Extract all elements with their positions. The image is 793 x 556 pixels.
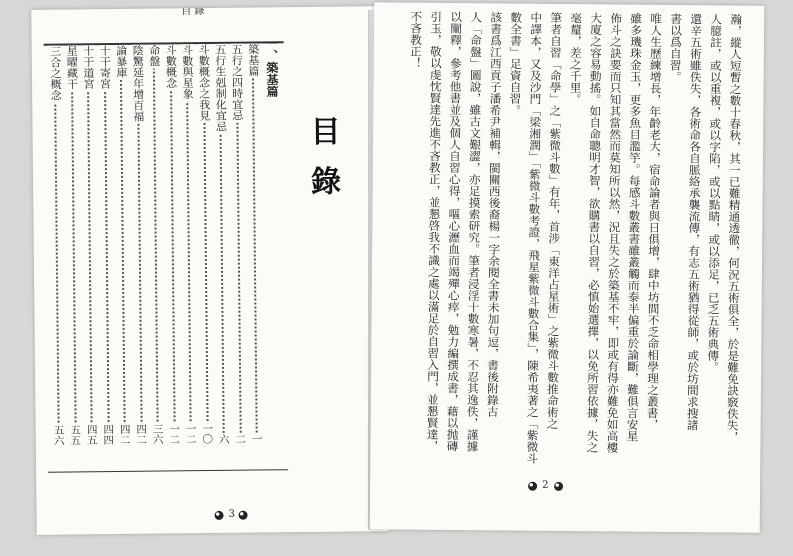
preface-column: 書以爲自習。 [668, 12, 684, 83]
toc-leader-dots [153, 45, 159, 445]
toc-entry-title: 星曜藏干 [65, 45, 79, 90]
left-header-fragment: 目 錄 [181, 6, 205, 18]
ornament-icon [239, 511, 248, 520]
toc-entry [147, 45, 165, 445]
toc-entry-title: 斗數與星象 [180, 44, 195, 100]
toc-entry-title: 十干寄宮 [98, 45, 112, 90]
toc-entry-title: 三合之概念 [48, 45, 63, 101]
preface-column: 引玉，敬以虔忱賢達先進不吝教正，並懇啓我不識之處以滿足於自習入門，並懇賢達， [425, 10, 444, 452]
preface-column: 雖多璣珠金玉，更多魚目濫竽。每感斗數叢書雖叢觸而泰半偏重於論斷，難俱言安星 [625, 12, 644, 442]
toc-entry-page: 五六 [52, 424, 65, 446]
toc-entry-page: 一二 [168, 423, 181, 445]
toc-leader-dots [103, 45, 109, 445]
toc-entry-page: 四五 [85, 424, 98, 446]
toc-entry-page: 五五 [69, 424, 82, 446]
preface-column: 人臆註，或以重複，或以字陷，或以點睛，或以添足，已乏五術典傳。 [706, 13, 724, 373]
toc-leader-dots [70, 45, 76, 445]
toc-entry-page: 四四 [102, 424, 115, 446]
toc-leader-dots [87, 45, 93, 445]
toc-entry-title: 築基篇 [246, 43, 260, 77]
left-page-toc [31, 6, 388, 535]
right-folio: 2 [542, 479, 549, 491]
ornament-icon [528, 482, 537, 491]
toc-entry-title: 陰驚延年增百福 [131, 44, 145, 122]
toc-entry [163, 44, 181, 444]
toc-entry-title: 五行生剋制化宜忌 [213, 43, 228, 132]
toc-entry-page: 一 [250, 432, 263, 444]
toc-entry [48, 46, 66, 446]
toc-entry [246, 43, 264, 443]
toc-entry [97, 45, 115, 445]
toc-entry-title: 論暴庫 [114, 44, 128, 78]
toc-leader-dots [54, 46, 60, 446]
toc-entry [229, 44, 247, 444]
toc-entry-title: 命盤 [147, 44, 161, 67]
toc-leader-dots [169, 44, 175, 444]
toc-leader-dots [186, 44, 192, 444]
preface-column: 筆者自習「命學」之「紫微斗數」有年，首涉「東洋占星術」之紫微斗數推命術之 [545, 11, 564, 430]
left-folio: 3 [228, 508, 235, 520]
ornament-icon [215, 511, 224, 520]
toc-entry-page: 一二 [184, 423, 197, 445]
preface-column: 毫釐，差之千里。 [568, 12, 584, 105]
preface-column: 人「命盤」圖說，雖古文艱澀，亦足摸索研究。筆者浸淫十數寒暑，不忍其逸佚，謹據 [465, 11, 484, 453]
toc-entry [196, 44, 214, 444]
toc-entry-page: 四二 [118, 423, 131, 445]
ornament-icon [554, 482, 563, 491]
toc-entry [213, 44, 231, 444]
toc-entry-title: 五行之四時宜忌 [230, 43, 244, 121]
preface-column: 數全書」足資自習。 [508, 11, 524, 117]
toc-heading-char-1: 目 [310, 114, 341, 150]
toc-entry-page: 四二 [135, 423, 148, 445]
preface-column: 唯人生歷練增長，年齡老大，宿命論者與日俱增，肆中坊間不乏命相學理之叢書， [645, 12, 664, 431]
toc-heading-char-2: 錄 [310, 164, 342, 200]
toc-entry-title: 斗數概念 [164, 44, 178, 89]
preface-column: 還辛五術雖佚失，各術命各自脈絡承襲流傳，有志五術猶得從師，或於坊間求搜諸 [685, 13, 704, 431]
preface-column: 該書爲江西貢子潘希尹補輯，閩關西後裔楊一字余閱全書未加句逗，書後附錄古 [485, 11, 504, 418]
preface-column: 不吝教正！ [408, 10, 424, 69]
section-heading: 一、築基篇 [264, 37, 280, 98]
preface-text [374, 2, 764, 465]
section-rule-bottom [48, 469, 288, 473]
preface-column: 以闡釋，參考他書並及個人自習心得，嘔心瀝血而竭殫心瘁，勉力編撰成書，藉以抛磚 [445, 10, 464, 452]
toc-entry [81, 45, 99, 445]
toc-leader-dots [120, 45, 126, 445]
toc-entry [180, 44, 198, 444]
toc-entry [64, 45, 82, 445]
preface-column: 瀚，縱人短暫之數十春秋，其一已難精通透徹，何況五術俱全，於是難免訣竅佚失， [725, 13, 744, 443]
preface-column: 中譯本，又及沙門「梁湘潤」「紫微斗數考證，飛星紫微斗數合集」，陳希夷著之「紫微斗 [525, 11, 544, 465]
toc-entry-page: 六 [217, 433, 230, 444]
toc-entry [114, 45, 132, 445]
toc-entry-page: 二 [234, 433, 247, 444]
right-page-preface [370, 2, 765, 532]
toc-entry-page: 一〇 [201, 422, 214, 445]
toc-entry [130, 45, 148, 445]
preface-column: 大廈之容易動搖。如自命聰明才智，欲購書以自習，必慎始選擇，以免所習依據，失之 [585, 12, 604, 454]
toc-entry-page: 三六 [151, 423, 164, 445]
preface-column: 佈斗之訣要而只知其當然而莫知所以然，況且失之於築基不牢，即或有得亦難免如高樓 [605, 12, 624, 454]
toc-leader-dots [252, 44, 258, 444]
toc-entry-title: 十干道宮 [81, 45, 96, 90]
toc-entry-title: 斗數概念之我見 [197, 43, 211, 122]
